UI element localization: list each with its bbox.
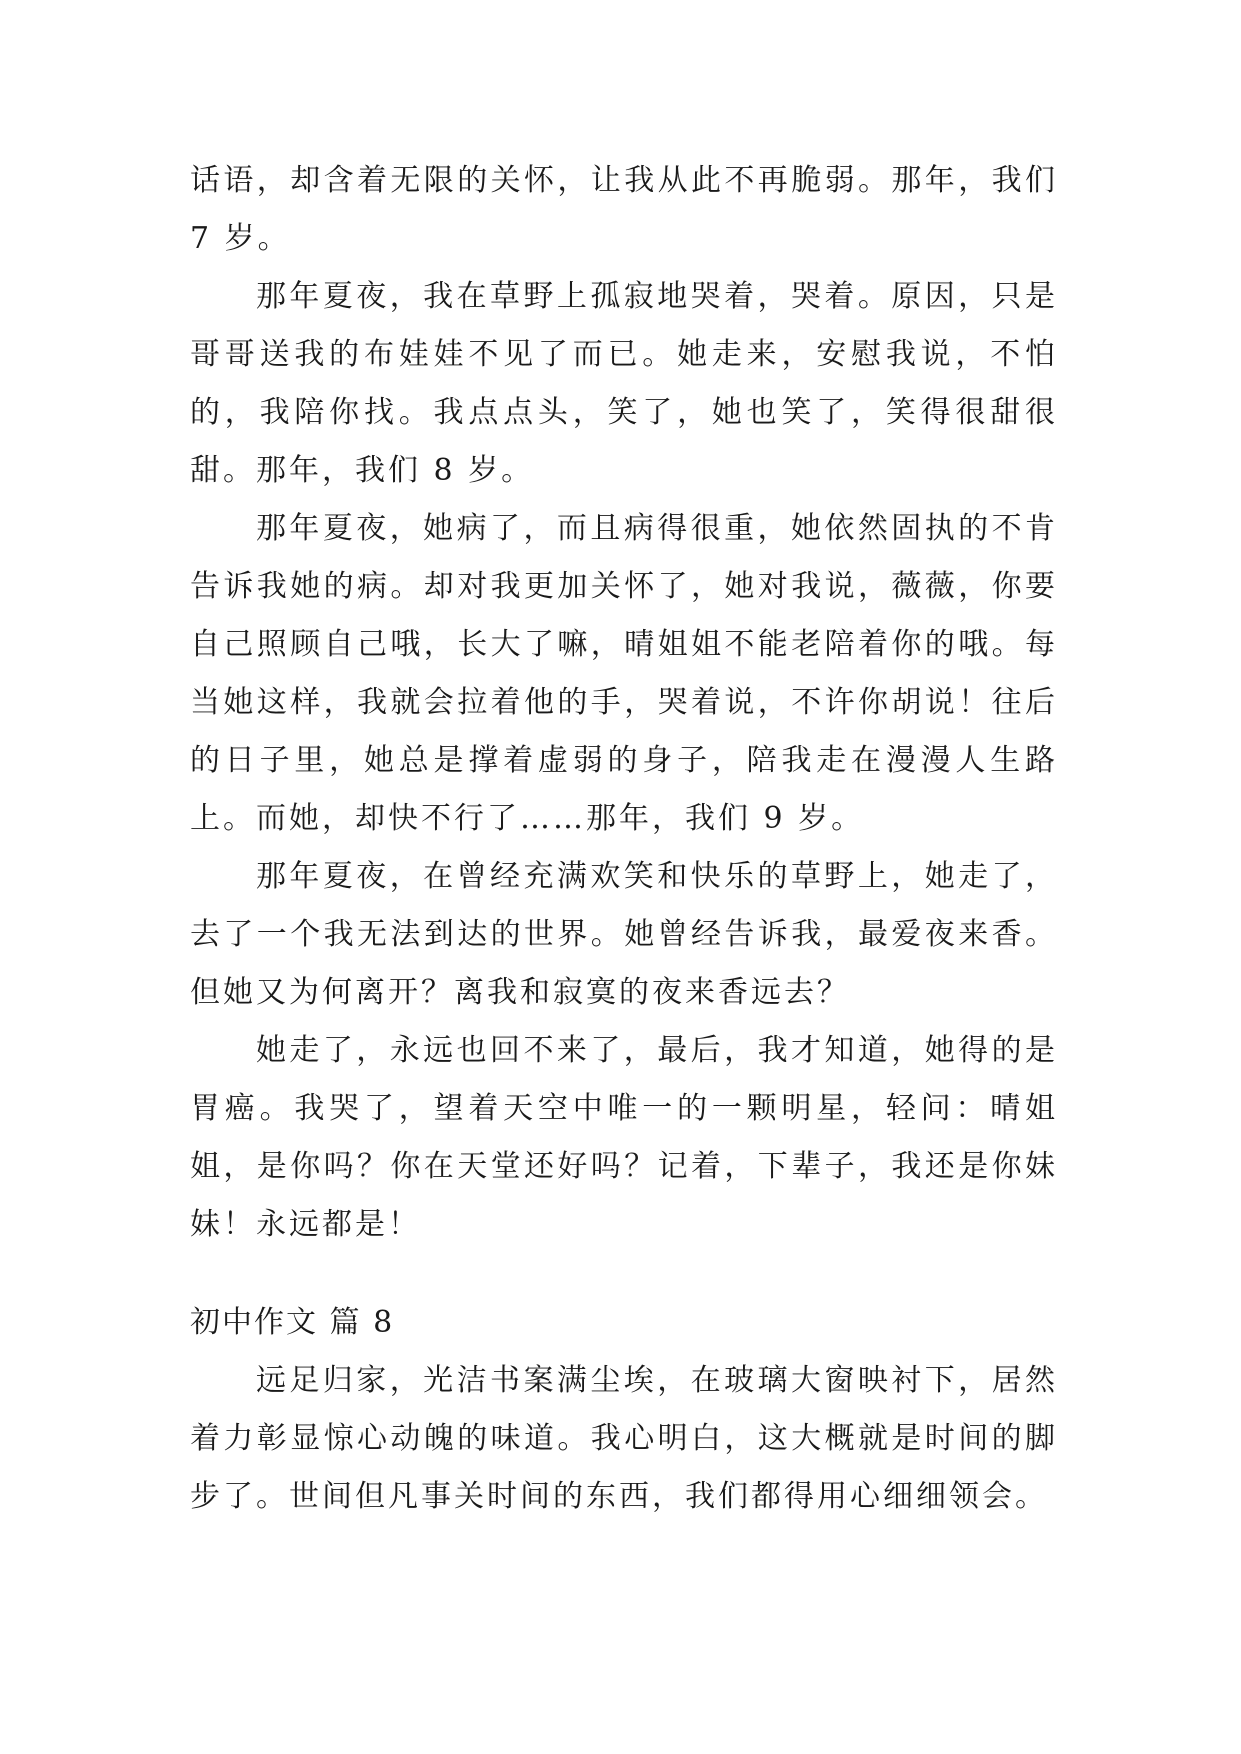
paragraph-5: 她走了，永远也回不来了，最后，我才知道，她得的是胃癌。我哭了，望着天空中唯一的一颗明星，轻问：晴姐姐，是你吗？你在天堂还好吗？记着，下辈子，我还是你妹妹！永远都是！ [190, 1033, 1058, 1242]
section-title: 初中作文 篇 8 [190, 1305, 395, 1340]
paragraph-1: 话语，却含着无限的关怀，让我从此不再脆弱。那年，我们 7 岁。 [190, 163, 1058, 256]
paragraph-3: 那年夏夜，她病了，而且病得很重，她依然固执的不肯告诉我她的病。却对我更加关怀了，她对我说，薇薇，你要自己照顾自己哦，长大了嘛，晴姐姐不能老陪着你的哦。每当她这样，我就会拉着他的手，哭着说，不许你胡说！往后的日子里，她总是撑着虚弱的身子，陪我走在漫漫人生路上。而她，却快不行了……那年，我们 9 岁。 [190, 511, 1058, 836]
document-body [190, 152, 1058, 1526]
paragraph-4: 那年夏夜，在曾经充满欢笑和快乐的草野上，她走了，去了一个我无法到达的世界。她曾经告诉我，最爱夜来香。但她又为何离开？离我和寂寞的夜来香远去？ [190, 859, 1058, 1010]
paragraph-2: 那年夏夜，我在草野上孤寂地哭着，哭着。原因，只是哥哥送我的布娃娃不见了而已。她走来，安慰我说，不怕的，我陪你找。我点点头，笑了，她也笑了，笑得很甜很甜。那年，我们 8 岁。 [190, 279, 1058, 488]
paragraph-6: 远足归家，光洁书案满尘埃，在玻璃大窗映衬下，居然着力彰显惊心动魄的味道。我心明白，这大概就是时间的脚步了。世间但凡事关时间的东西，我们都得用心细细领会。 [190, 1363, 1058, 1514]
